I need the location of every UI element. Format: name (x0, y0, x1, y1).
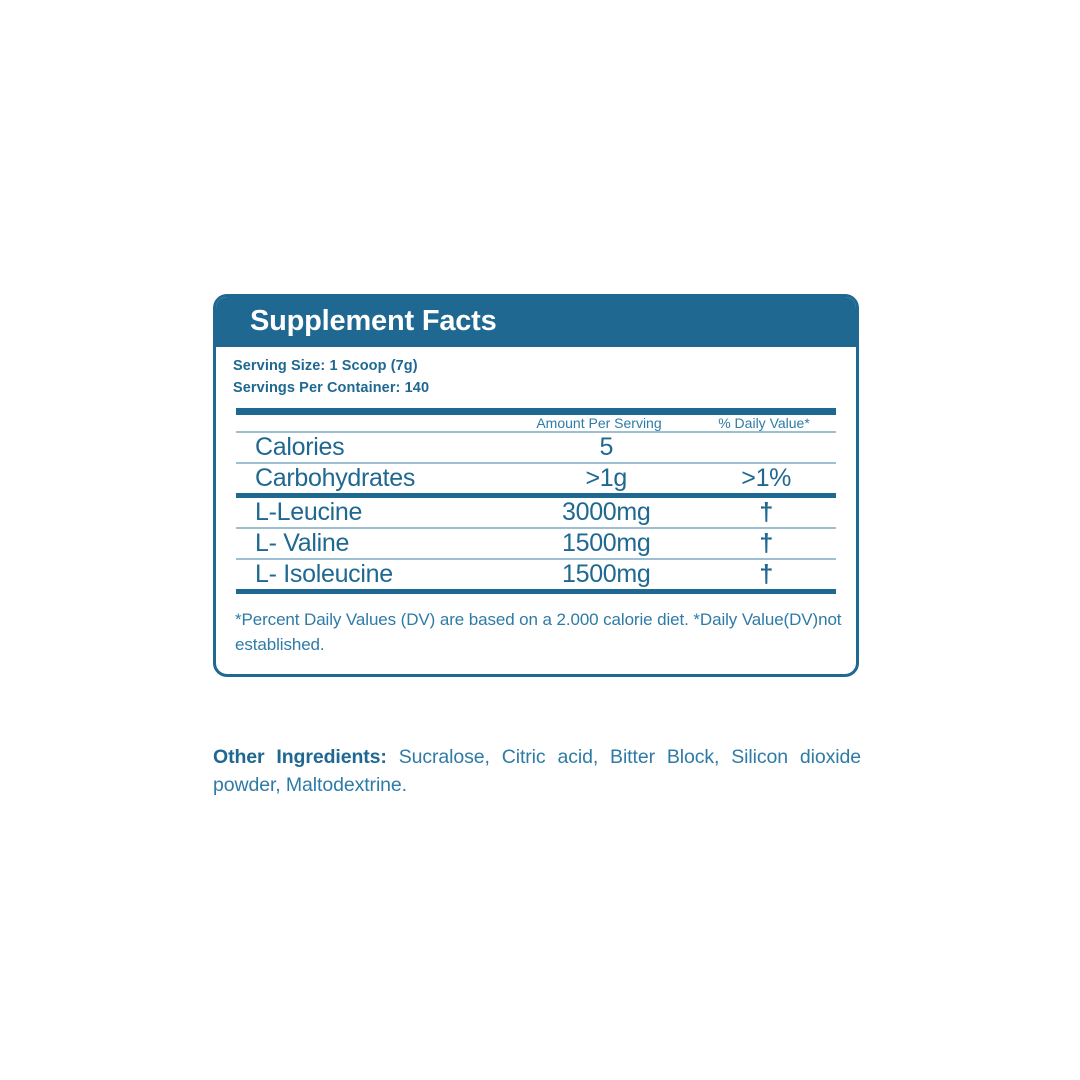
row-dv-calories (696, 433, 836, 462)
row-dv-carbohydrates: >1% (741, 463, 792, 492)
column-header-blank (236, 415, 506, 431)
panel-header (216, 297, 856, 347)
table-row (236, 529, 836, 558)
facts-table-basic (236, 433, 836, 462)
facts-table (236, 415, 836, 431)
row-label-l-leucine: L-Leucine (255, 497, 363, 526)
supplement-facts-panel (213, 294, 859, 677)
table-row (236, 433, 836, 462)
footnote-text: *Percent Daily Values (DV) are based on a 2.000 calorie diet. *Daily Value(DV)not established. (235, 609, 842, 654)
table-row (236, 464, 836, 493)
facts-table-leucine (236, 498, 836, 527)
serving-size-line: Serving Size: 1 Scoop (7g) (233, 358, 418, 375)
facts-table-valine (236, 529, 836, 558)
other-ingredients-label: Other Ingredients: (213, 746, 387, 768)
column-header-daily-value: % Daily Value* (718, 414, 810, 431)
row-label-l-isoleucine: L- Isoleucine (255, 559, 393, 588)
row-label-calories: Calories (255, 432, 345, 461)
table-row (236, 498, 836, 527)
servings-per-container-line: Servings Per Container: 140 (233, 380, 430, 397)
row-amount-calories: 5 (599, 432, 614, 461)
column-header-row (236, 415, 836, 431)
row-dv-l-valine: † (759, 528, 773, 557)
serving-info (216, 347, 856, 404)
other-ingredients (213, 743, 861, 800)
divider-thick-top (236, 408, 836, 415)
row-amount-carbohydrates: >1g (585, 463, 628, 492)
page-title: Supplement Facts (250, 305, 497, 337)
row-dv-l-isoleucine: † (759, 559, 773, 588)
facts-table-isoleucine (236, 560, 836, 589)
row-amount-l-leucine: 3000mg (561, 497, 651, 526)
row-dv-l-leucine: † (759, 497, 773, 526)
row-amount-l-isoleucine: 1500mg (561, 559, 651, 588)
facts-table-carbs (236, 464, 836, 493)
row-label-carbohydrates: Carbohydrates (255, 463, 416, 492)
column-header-amount: Amount Per Serving (536, 414, 662, 431)
row-label-l-valine: L- Valine (255, 528, 350, 557)
facts-table-wrap (216, 408, 856, 594)
row-amount-l-valine: 1500mg (561, 528, 651, 557)
other-ingredients-text: Sucralose, Citric acid, Bitter Block, Silicon dioxide powder, Maltodextrine. (213, 746, 862, 797)
table-row (236, 560, 836, 589)
